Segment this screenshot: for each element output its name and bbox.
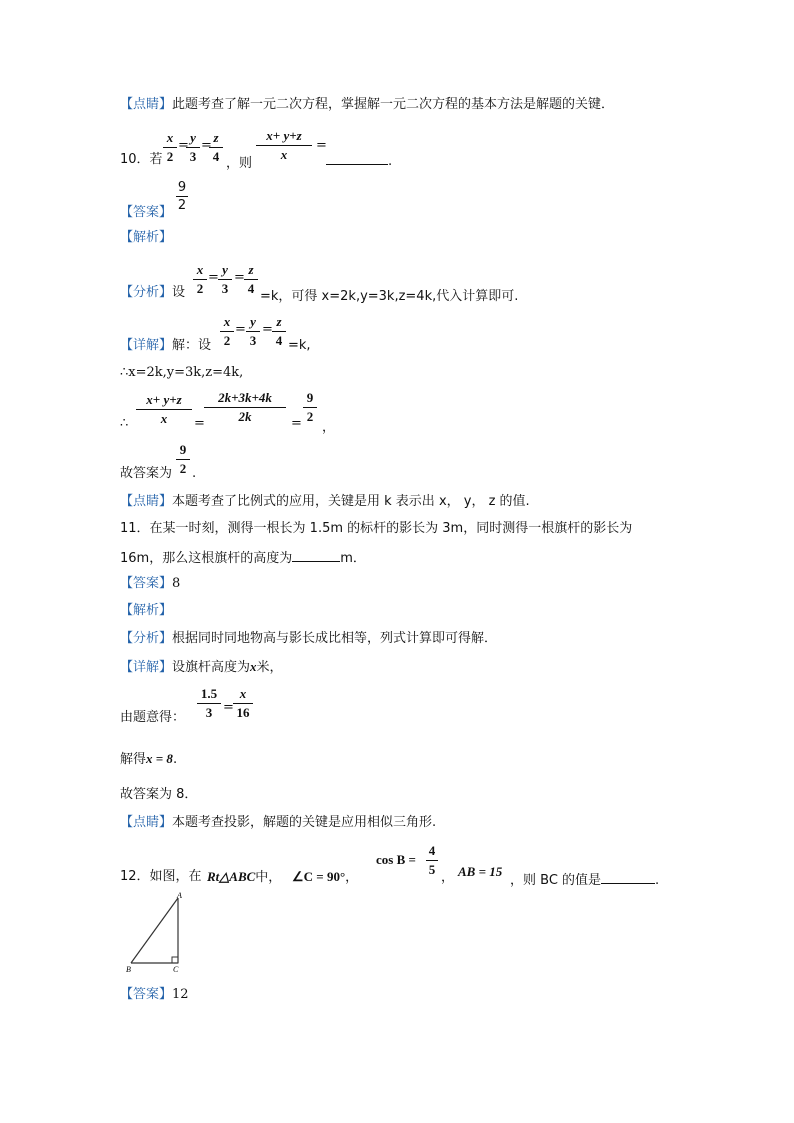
q11-setup: 由题意得：	[120, 710, 186, 725]
conclusion-frac: 9 2	[176, 442, 190, 477]
q10-frac-z4: z 4	[209, 130, 223, 165]
answer-tag: 【答案】	[120, 205, 173, 220]
fenxi-suffix: =k，可得 x=2k,y=3k,z=4k,代入计算即可.	[260, 289, 519, 304]
q11-fenxi: 【分析】根据同时同地物高与影长成比相等，列式计算即可得解．	[120, 631, 498, 646]
q10-conclusion: 故答案为	[120, 466, 173, 481]
detail-frac-x2: x 2	[220, 314, 234, 349]
q11-solve: 解得x = 8.	[120, 751, 178, 767]
q10-answer-frac: 9 2	[177, 180, 187, 213]
fenxi-frac-x2: x 2	[193, 262, 207, 297]
q12-angle: ∠C = 90°，	[292, 869, 359, 884]
q12-stem: 12．如图，在	[120, 869, 202, 884]
therefore-frac-big: 2k+3k+4k 2k	[204, 390, 286, 425]
q11-conclusion: 故答案为 8．	[120, 787, 198, 802]
q10-analysis: 【解析】	[120, 230, 173, 245]
therefore-frac-sum: x+ y+z x	[136, 392, 192, 427]
q12-frac-cos: 4 5	[426, 843, 438, 878]
q10-eq: =	[316, 138, 327, 153]
q12-rt: Rt△ABC中，	[207, 869, 282, 885]
q10-frac-x2: x 2	[163, 130, 177, 165]
q10-values: ∴x=2k,y=3k,z=4k,	[120, 365, 244, 380]
detail-frac-z4: z 4	[272, 314, 286, 349]
q10-detail: 【详解】解：设	[120, 338, 212, 353]
q11-analysis: 【解析】	[120, 603, 173, 618]
q10-answer-line	[120, 205, 172, 221]
label-b: B	[126, 965, 131, 974]
comment-tag: 【点睛】	[120, 97, 173, 112]
detail-frac-y3: y 3	[246, 314, 260, 349]
triangle-figure	[122, 890, 192, 976]
comment-text: 此题考查了解一元二次方程，掌握解一元二次方程的基本方法是解题的关键．	[172, 97, 615, 112]
q10-frac-y3: y 3	[186, 130, 200, 165]
fenxi-frac-y3: y 3	[218, 262, 232, 297]
q10-stem	[120, 152, 163, 168]
q11-line1: 11．在某一时刻，测得一根长为 1.5m 的标杆的影长为 3m，同时测得一根旗杆的影长为	[120, 521, 633, 536]
q12-ab: AB = 15	[458, 864, 503, 879]
q11-detail: 【详解】设旗杆高度为x米，	[120, 659, 283, 675]
q12-answer: 【答案】12	[120, 987, 189, 1002]
q9-comment-line	[120, 97, 614, 113]
fenxi-frac-z4: z 4	[244, 262, 258, 297]
q10-mid: ，则	[226, 156, 253, 171]
q10-frac-sum: x+ y+z x	[256, 128, 312, 163]
therefore-frac-92: 9 2	[303, 390, 317, 425]
q11-answer: 【答案】8	[120, 576, 181, 591]
q11-frac-b: x 16	[233, 686, 253, 721]
q10-comment: 【点睛】本题考查了比例式的应用，关键是用 k 表示出 x， y， z 的值.	[120, 494, 530, 509]
q11-comment: 【点睛】本题考查投影，解题的关键是应用相似三角形.	[120, 815, 437, 830]
q11-frac-a: 1.5 3	[197, 686, 221, 721]
q11-line2: 16m，那么这根旗杆的高度为 m．	[120, 551, 366, 566]
q12-cos: cos B =	[376, 852, 416, 867]
q10-fenxi: 【分析】设	[120, 285, 186, 300]
label-c: C	[173, 965, 179, 974]
therefore-symbol: ∴	[120, 416, 129, 431]
label-a: A	[177, 891, 182, 900]
q10-blank: .	[326, 152, 392, 169]
q10-prefix: 10．若	[120, 152, 163, 167]
q12-suffix: ，则 BC 的值是 .	[510, 873, 660, 888]
